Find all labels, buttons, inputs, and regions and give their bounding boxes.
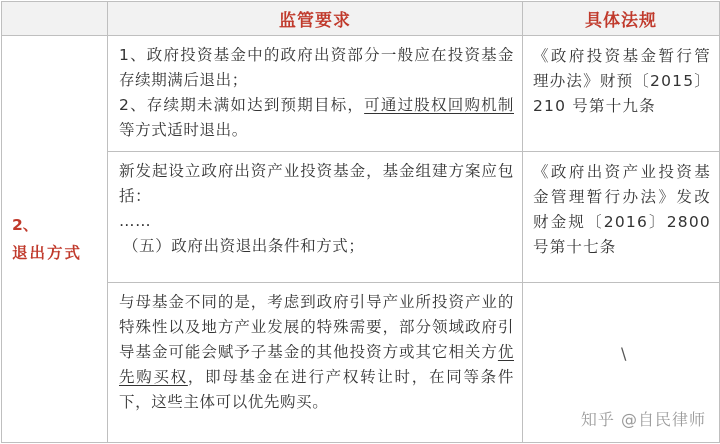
table-header-row (2, 2, 720, 36)
requirement-text: 新发起设立政府出资产业投资基金，基金组建方案应包括： (119, 162, 514, 205)
header-requirement: 监管要求 (108, 2, 523, 36)
table-row (2, 152, 720, 283)
header-regulation: 具体法规 (523, 2, 720, 36)
requirement-text: （五）政府出资退出条件和方式； (123, 237, 365, 255)
underlined-term: 可通过股权回购机制 (364, 96, 514, 114)
regulation-cell-2: 《政府出资产业投资基金管理暂行办法》发改财金规〔2016〕2800 号第十七条 (523, 152, 720, 283)
section-title: 退出方式 (12, 244, 83, 262)
table-row (2, 36, 720, 152)
requirement-cell-3 (108, 283, 523, 443)
requirement-cell-2 (108, 152, 523, 283)
requirement-text: 1、政府投资基金中的政府出资部分一般应在投资基金存续期满后退出； (119, 46, 514, 89)
ellipsis-text: …… (119, 212, 152, 230)
section-label-cell (2, 36, 108, 443)
underlined-term: 优先购买权 (119, 343, 514, 386)
regulation-cell-1: 《政府投资基金暂行管理办法》财预〔2015〕210 号第十九条 (523, 36, 720, 152)
not-applicable-mark: \ (621, 344, 628, 363)
header-blank-cell (2, 2, 108, 36)
section-number: 2、 (12, 216, 39, 234)
requirement-text: 2、存续期未满如达到预期目标，可通过股权回购机制等方式适时退出。 (119, 96, 514, 139)
exit-method-table (1, 1, 720, 443)
requirement-cell-1 (108, 36, 523, 152)
watermark: 知乎 @自民律师 (580, 410, 706, 429)
requirement-text: 与母基金不同的是，考虑到政府引导产业所投资产业的特殊性以及地方产业发展的特殊需要，部分领域政府引导基金可能会赋予子基金的其他投资方或其它相关方优先购买权，即母基金在进行产权转让时，在同等条件下，这些主体可以优先购买。 (119, 293, 514, 411)
